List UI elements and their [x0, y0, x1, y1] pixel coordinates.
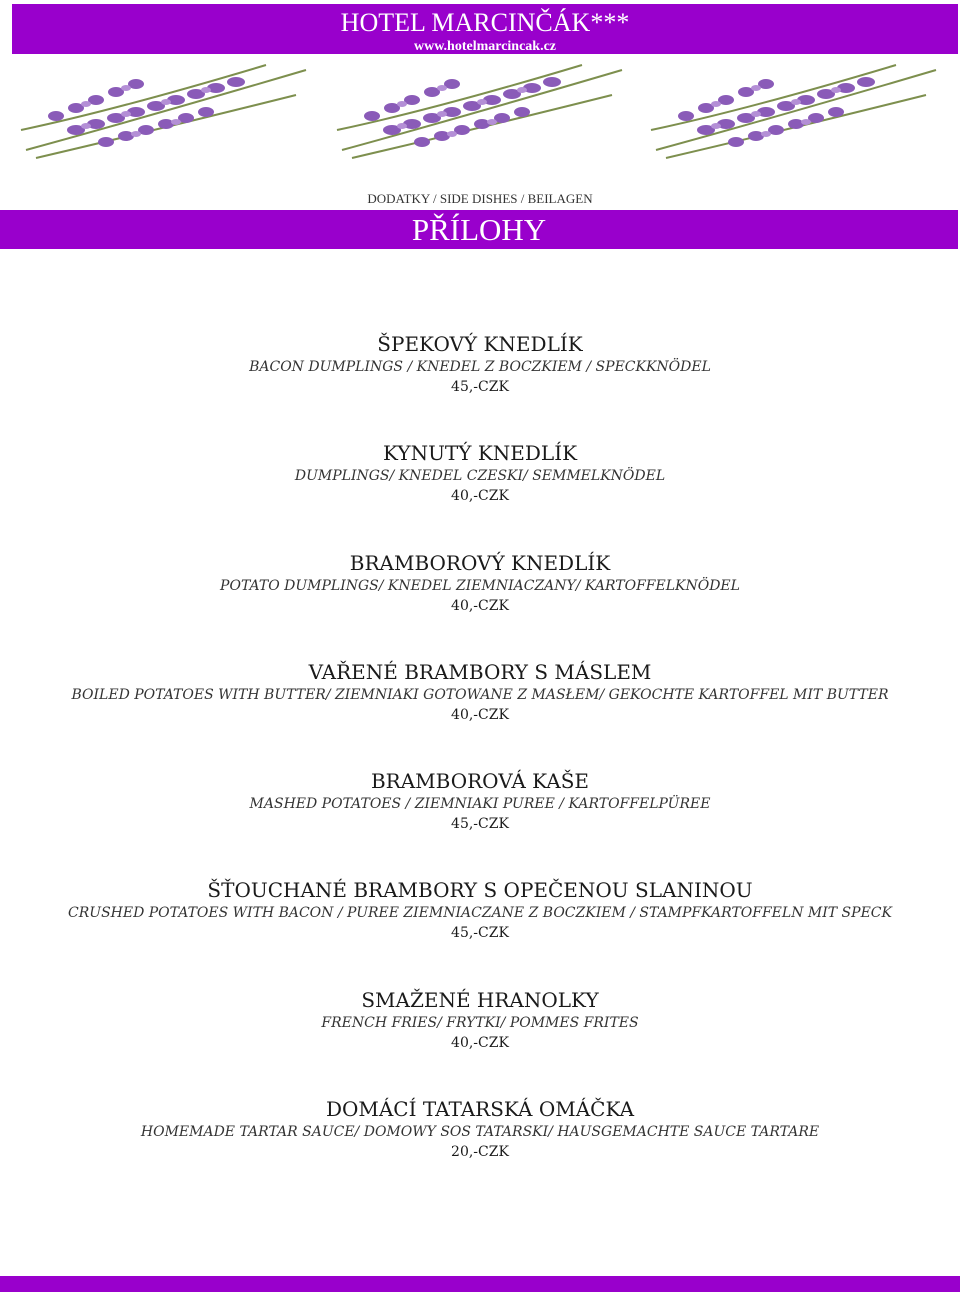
- hotel-name: HOTEL MARCINČÁK***: [340, 8, 630, 37]
- item-description: BACON DUMPLINGS / KNEDEL Z BOCZKIEM / SPECKKNÖDEL: [249, 359, 711, 375]
- item-name: SMAŽENÉ HRANOLKY: [361, 987, 599, 1012]
- header-bar: [12, 4, 958, 54]
- item-name: ŠŤOUCHANÉ BRAMBORY S OPEČENOU SLANINOU: [207, 878, 753, 903]
- menu-item: [0, 439, 960, 548]
- hotel-url[interactable]: www.hotelmarcincak.cz: [413, 39, 557, 54]
- item-price: 45,-CZK: [451, 925, 509, 942]
- item-name: DOMÁCÍ TATARSKÁ OMÁČKA: [325, 1097, 635, 1122]
- menu-item: [0, 658, 960, 767]
- menu-item: [0, 986, 960, 1095]
- item-description: POTATO DUMPLINGS/ KNEDEL ZIEMNIACZANY/ KARTOFFELKNÖDEL: [220, 577, 740, 594]
- item-description: MASHED POTATOES / ZIEMNIAKI PUREE / KARTOFFELPÜREE: [249, 796, 711, 813]
- menu-list: [0, 330, 960, 1204]
- item-name: VAŘENÉ BRAMBORY S MÁSLEM: [308, 659, 652, 684]
- section-subtitle: DODATKY / SIDE DISHES / BEILAGEN: [367, 191, 593, 206]
- item-price: 40,-CZK: [451, 706, 509, 723]
- menu-item: [0, 876, 960, 985]
- item-price: 40,-CZK: [451, 488, 509, 505]
- item-description: BOILED POTATOES WITH BUTTER/ ZIEMNIAKI GOTOWANE Z MASŁEM/ GEKOCHTE KARTOFFEL MIT BUTTER: [71, 686, 889, 703]
- menu-item: [0, 767, 960, 876]
- item-description: HOMEMADE TARTAR SAUCE/ DOMOWY SOS TATARSKI/ HAUSGEMACHTE SAUCE TARTARE: [140, 1124, 820, 1141]
- item-description: CRUSHED POTATOES WITH BACON / PUREE ZIEMNIACZANE Z BOCZKIEM / STAMPFKARTOFFELN MIT SPECK: [68, 905, 892, 922]
- item-price: 40,-CZK: [451, 1034, 509, 1051]
- lavender-image: [332, 50, 632, 162]
- footer-bar: [0, 1276, 960, 1292]
- menu-item: [0, 549, 960, 658]
- item-price: 20,-CZK: [451, 1144, 509, 1161]
- item-name: BRAMBOROVÁ KAŠE: [370, 769, 589, 794]
- item-name: BRAMBOROVÝ KNEDLÍK: [349, 550, 611, 575]
- section-title: PŘÍLOHY: [411, 212, 547, 247]
- lavender-image: [646, 50, 946, 162]
- item-description: DUMPLINGS/ KNEDEL CZESKI/ SEMMELKNÖDEL: [294, 468, 666, 485]
- item-price: 45,-CZK: [451, 379, 509, 395]
- section-title-bar: [0, 210, 958, 249]
- lavender-image: [16, 50, 316, 162]
- item-name: ŠPEKOVÝ KNEDLÍK: [377, 332, 583, 356]
- item-price: 40,-CZK: [451, 597, 509, 614]
- item-price: 45,-CZK: [451, 816, 509, 833]
- item-name: KYNUTÝ KNEDLÍK: [382, 441, 578, 466]
- lavender-banner: [16, 50, 958, 162]
- menu-item: [0, 330, 960, 439]
- menu-item: [0, 1095, 960, 1204]
- item-description: FRENCH FRIES/ FRYTKI/ POMMES FRITES: [321, 1014, 639, 1031]
